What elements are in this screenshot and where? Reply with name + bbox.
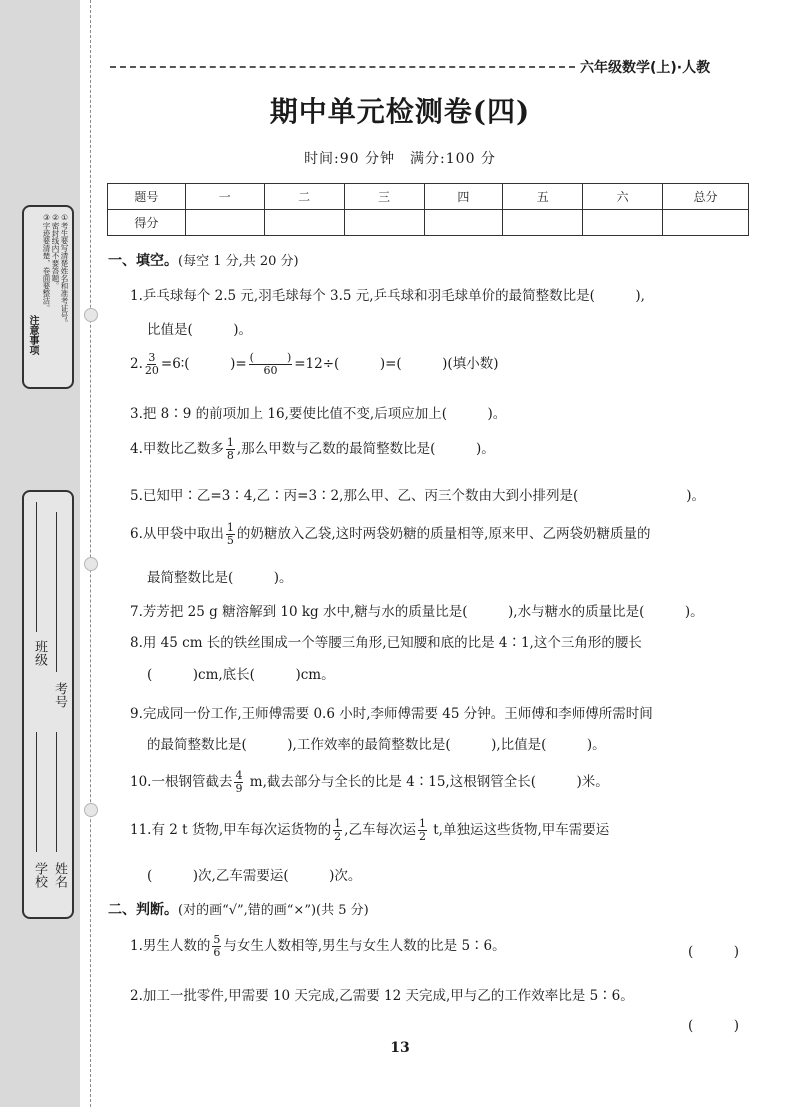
numerator: 1 [334, 817, 342, 830]
notice-title: 注意事项 [27, 315, 38, 355]
denominator: 2 [418, 830, 426, 843]
question-5: 5.已知甲∶乙=3∶4,乙∶丙=3∶2,那么甲、乙、丙三个数由大到小排列是( )。 [130, 488, 705, 504]
fraction [226, 522, 235, 547]
fraction [418, 818, 427, 843]
score-input[interactable] [344, 210, 424, 236]
page-number: 13 [390, 1040, 410, 1056]
seal-dot [84, 803, 98, 817]
score-input[interactable] [583, 210, 663, 236]
fraction [249, 352, 293, 377]
fraction [212, 934, 221, 959]
question-2 [130, 352, 498, 377]
denominator: 20 [144, 364, 159, 377]
class-label: 班级 [32, 640, 47, 666]
denominator: 60 [263, 364, 278, 377]
question-1-line-1: 1.乒乓球每个 2.5 元,羽毛球每个 3.5 元,乒乓球和羽毛球单价的最简整数比是( ), [130, 288, 645, 304]
q-text: =6∶( )= [160, 356, 247, 372]
denominator: 6 [213, 946, 221, 959]
fraction [226, 437, 235, 462]
denominator: 8 [226, 449, 234, 462]
q-text: 4.甲数比乙数多 [130, 441, 224, 457]
score-input[interactable] [503, 210, 583, 236]
score-cell: 六 [583, 184, 663, 210]
numerator: 5 [213, 933, 221, 946]
question-6-line-2: 最简整数比是( )。 [147, 570, 293, 586]
score-cell: 三 [344, 184, 424, 210]
school-label: 学校 [32, 862, 47, 888]
judgment-1 [130, 934, 506, 959]
question-8-line-1: 8.用 45 cm 长的铁丝围成一个等腰三角形,已知腰和底的比是 4∶1,这个三角形的腰长 [130, 635, 642, 651]
q-text: ,那么甲数与乙数的最简整数比是( )。 [236, 441, 495, 457]
score-cell: 五 [503, 184, 583, 210]
score-input[interactable] [264, 210, 344, 236]
numerator: 1 [418, 817, 426, 830]
section-note: (对的画“√”,错的画“×”)(共 5 分) [178, 903, 369, 918]
numerator: 4 [235, 769, 243, 782]
fraction [333, 818, 342, 843]
q-text: 2. [130, 356, 143, 372]
header-rule [110, 66, 575, 68]
question-1-line-2: 比值是( )。 [147, 322, 253, 338]
question-10 [130, 770, 609, 795]
score-input[interactable] [663, 210, 749, 236]
exam-no-field[interactable] [56, 512, 57, 672]
answer-blank[interactable]: ( ) [688, 944, 740, 960]
q-text: 6.从甲袋中取出 [130, 526, 224, 542]
fraction [145, 352, 159, 377]
score-cell: 四 [424, 184, 503, 210]
numerator: ( ) [249, 351, 292, 364]
q-text: 10.一根钢管截去 [130, 774, 233, 790]
page-title: 期中单元检测卷(四) [269, 95, 531, 128]
score-table-header-row [108, 184, 749, 210]
score-table [107, 183, 749, 236]
notice-text [42, 213, 69, 379]
question-9-line-2: 的最简整数比是( ),工作效率的最简整数比是( ),比值是( )。 [147, 737, 606, 753]
notice-line: ③字迹要清楚，卷面要整洁。 [42, 213, 51, 312]
section-note: (每空 1 分,共 20 分) [178, 254, 299, 269]
score-input[interactable] [424, 210, 503, 236]
q-text: 11.有 2 t 货物,甲车每次运货物的 [130, 822, 332, 838]
score-cell: 得分 [108, 210, 186, 236]
denominator: 5 [226, 534, 234, 547]
school-field[interactable] [36, 732, 37, 852]
class-field[interactable] [36, 502, 37, 632]
question-3: 3.把 8∶9 的前项加上 16,要使比值不变,后项应加上( )。 [130, 406, 507, 422]
exam-info: 时间:90 分钟 满分:100 分 [304, 151, 496, 167]
score-cell: 一 [185, 184, 264, 210]
notice-line: ②密封线内不要答题。 [51, 213, 60, 290]
question-9-line-1: 9.完成同一份工作,王师傅需要 0.6 小时,李师傅需要 45 分钟。王师傅和李师傅所需时间 [130, 706, 653, 722]
subject-label: 六年级数学(上)·人教 [580, 60, 711, 76]
notice-box [22, 205, 74, 389]
name-field[interactable] [56, 732, 57, 852]
denominator: 2 [334, 830, 342, 843]
fraction [234, 770, 243, 795]
denominator: 9 [235, 782, 243, 795]
question-7: 7.芳芳把 25 g 糖溶解到 10 kg 水中,糖与水的质量比是( ),水与糖水的质量比是( )。 [130, 604, 704, 620]
notice-line: ①考生要写清楚姓名和准考证号。 [60, 213, 69, 327]
q-text: 1.男生人数的 [130, 938, 211, 954]
q-text: 与女生人数相等,男生与女生人数的比是 5∶6。 [223, 938, 506, 954]
numerator: 1 [226, 521, 234, 534]
section-heading [108, 899, 369, 919]
seal-dot [84, 557, 98, 571]
question-4 [130, 437, 495, 462]
section-title: 二、判断。 [108, 902, 178, 918]
judgment-2: 2.加工一批零件,甲需要 10 天完成,乙需要 12 天完成,甲与乙的工作效率比是 5∶6。 [130, 988, 634, 1004]
q-text: =12÷( )=( )(填小数) [294, 356, 499, 372]
section-heading [108, 250, 299, 270]
score-cell: 总分 [663, 184, 749, 210]
name-label: 姓名 [52, 862, 67, 888]
score-table-score-row [108, 210, 749, 236]
question-11-line-2: ( )次,乙车需要运( )次。 [147, 868, 362, 884]
question-11-line-1 [130, 818, 609, 843]
seal-dot [84, 308, 98, 322]
numerator: 1 [226, 436, 234, 449]
q-text: ,乙车每次运 [344, 822, 416, 838]
question-8-line-2: ( )cm,底长( )cm。 [147, 667, 335, 683]
score-cell: 题号 [108, 184, 186, 210]
q-text: m,截去部分与全长的比是 4∶15,这根钢管全长( )米。 [245, 774, 609, 790]
exam-no-label: 考号 [52, 682, 67, 708]
q-text: 的奶糖放入乙袋,这时两袋奶糖的质量相等,原来甲、乙两袋奶糖质量的 [236, 526, 651, 542]
answer-blank[interactable]: ( ) [688, 1018, 740, 1034]
q-text: t,单独运这些货物,甲车需要运 [428, 822, 610, 838]
student-info-box [22, 490, 74, 919]
section-title: 一、填空。 [108, 253, 178, 269]
question-6-line-1 [130, 522, 650, 547]
numerator: 3 [148, 351, 156, 364]
score-cell: 二 [264, 184, 344, 210]
score-input[interactable] [185, 210, 264, 236]
